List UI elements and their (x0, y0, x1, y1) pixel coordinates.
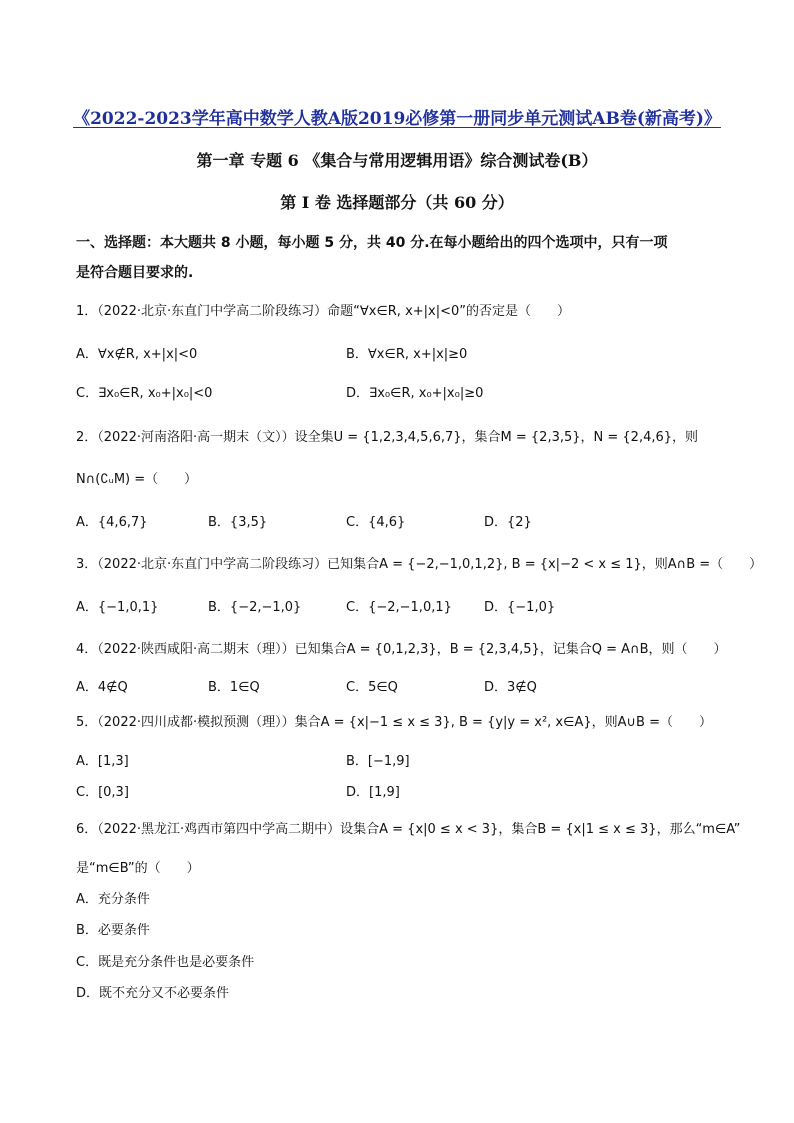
chapter-title: 第一章 专题 6 《集合与常用逻辑用语》综合测试卷(B） (196, 151, 598, 170)
question-5-option-b: B．[−1,9] (346, 754, 410, 769)
question-6-option-d: D．既不充分又不必要条件 (76, 986, 230, 1001)
question-5-stem: 5．（2022·四川成都·模拟预测（理））集合A = {x|−1 ≤ x ≤ 3}, B = {y|y = x², x∈A}，则A∪B =（ ） (76, 715, 712, 730)
question-1-option-a: A．∀x∉R, x+|x|<0 (76, 347, 198, 362)
question-6-stem: 6．（2022·黑龙江·鸡西市第四中学高二期中）设集合A = {x|0 ≤ x < 3}，集合B = {x|1 ≤ x ≤ 3}，那么“m∈A” (76, 822, 741, 837)
question-3-option-a: A．{−1,0,1} (76, 600, 159, 615)
question-6-option-c: C．既是充分条件也是必要条件 (76, 955, 255, 970)
question-3-option-b: B．{−2,−1,0} (208, 600, 302, 615)
question-1-option-d: D．∃x₀∈R, x₀+|x₀|≥0 (346, 386, 484, 401)
question-4-option-c: C．5∈Q (346, 680, 398, 695)
question-1-option-b: B．∀x∈R, x+|x|≥0 (346, 347, 468, 362)
section-heading-line2: 是符合题目要求的. (76, 265, 194, 281)
question-6-option-b: B．必要条件 (76, 923, 150, 938)
question-2-option-a: A．{4,6,7} (76, 515, 148, 530)
question-5-option-a: A．[1,3] (76, 754, 129, 769)
question-1-stem: 1．（2022·北京·东直门中学高二阶段练习）命题“∀x∈R, x+|x|<0”的否定是（ ） (76, 304, 571, 319)
question-2-stem-line2: N∩(∁ᵤM) =（ ） (76, 472, 198, 487)
question-4-stem: 4．（2022·陕西咸阳·高二期末（理））已知集合A = {0,1,2,3}，B = {2,3,4,5}，记集合Q = A∩B，则（ ） (76, 642, 727, 657)
question-5-option-d: D．[1,9] (346, 785, 400, 800)
volume-title: 第 I 卷 选择题部分（共 60 分） (280, 193, 514, 212)
question-4-option-d: D．3∉Q (484, 680, 537, 695)
question-2-option-d: D．{2} (484, 515, 532, 530)
question-2-option-b: B．{3,5} (208, 515, 268, 530)
question-3-stem: 3．（2022·北京·东直门中学高二阶段练习）已知集合A = {−2,−1,0,1,2}, B = {x|−2 < x ≤ 1}，则A∩B =（ ） (76, 557, 763, 572)
question-6-stem-line2: 是“m∈B”的（ ） (76, 861, 200, 876)
series-title: 《2022-2023学年高中数学人教A版2019必修第一册同步单元测试AB卷(新高考)》 (73, 109, 721, 129)
question-3-option-d: D．{−1,0} (484, 600, 556, 615)
question-1-option-c: C．∃x₀∈R, x₀+|x₀|<0 (76, 386, 213, 401)
question-4-option-b: B．1∈Q (208, 680, 260, 695)
question-5-option-c: C．[0,3] (76, 785, 129, 800)
question-3-option-c: C．{−2,−1,0,1} (346, 600, 452, 615)
question-2-stem: 2．（2022·河南洛阳·高一期末（文））设全集U = {1,2,3,4,5,6,7}，集合M = {2,3,5}，N = {2,4,6}，则 (76, 430, 699, 445)
question-4-option-a: A．4∉Q (76, 680, 128, 695)
section-heading-line1: 一、选择题：本大题共 8 小题，每小题 5 分，共 40 分.在每小题给出的四个选项中，只有一项 (76, 235, 668, 251)
question-2-option-c: C．{4,6} (346, 515, 406, 530)
question-6-option-a: A．充分条件 (76, 892, 150, 907)
